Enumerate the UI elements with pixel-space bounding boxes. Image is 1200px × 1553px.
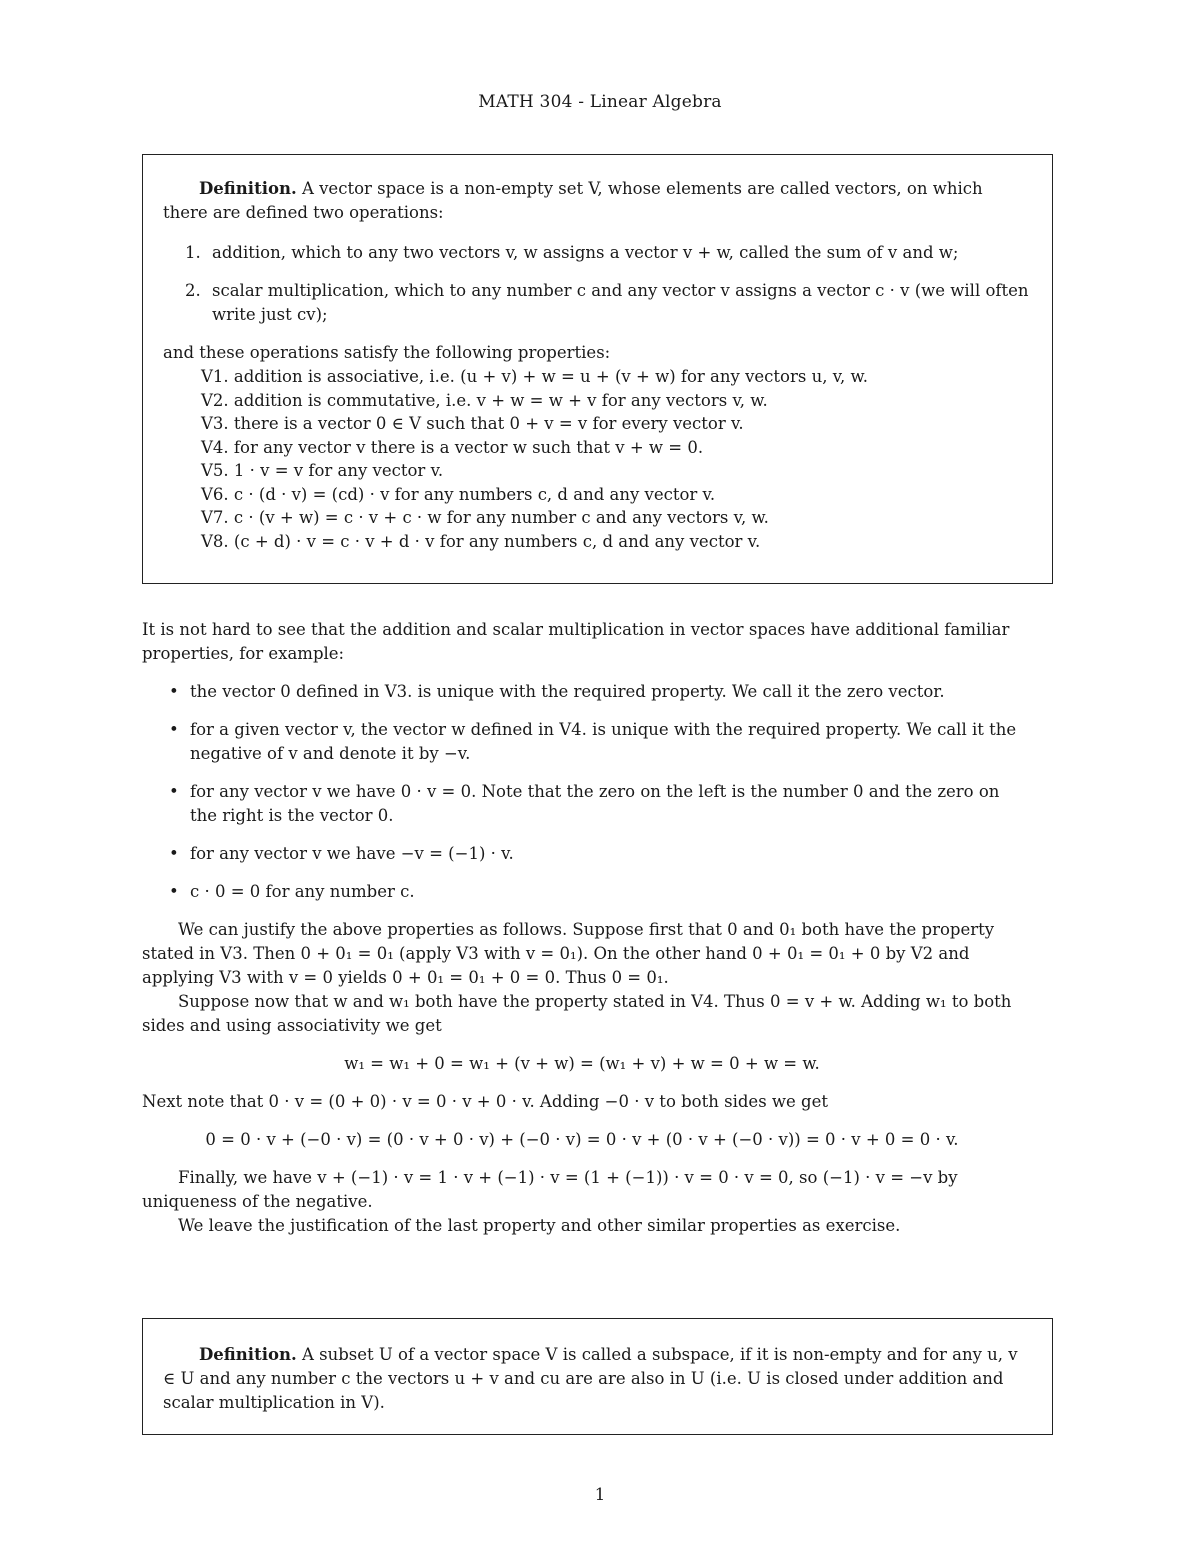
paragraph-uniqueness-negative: Suppose now that w and w₁ both have the property stated in V4. Thus 0 = v + w. Adding w₁ to both sides and using associativity we get: [142, 992, 1012, 1035]
property-item: V3. there is a vector 0 ∈ V such that 0 + v = v for every vector v.: [201, 414, 744, 433]
bullet-icon: •: [169, 782, 179, 801]
bullet-icon: •: [169, 844, 179, 863]
property-item: V2. addition is commutative, i.e. v + w = w + v for any vectors v, w.: [201, 390, 768, 410]
properties-bullet-list: [142, 680, 1022, 904]
equation-1: w₁ = w₁ + 0 = w₁ + (v + w) = (w₁ + v) + w = 0 + w = w.: [344, 1054, 820, 1073]
definition-heading: Definition.: [199, 1345, 297, 1364]
page-number: 1: [594, 1485, 606, 1504]
bullet-item: [142, 842, 1022, 866]
bullet-text: c · 0 = 0 for any number c.: [190, 882, 415, 901]
bullet-text: for any vector v we have 0 · v = 0. Note that the zero on the left is the number 0 and the zero on the right is the vector 0.: [190, 782, 1000, 825]
bullet-icon: •: [169, 882, 179, 901]
operation-item: [163, 241, 1032, 265]
body-intro: It is not hard to see that the addition and scalar multiplication in vector spaces have additional familiar properties, for example:: [142, 620, 1010, 663]
page-header: MATH 304 - Linear Algebra: [478, 92, 722, 112]
property-item: V7. c · (v + w) = c · v + c · w for any number c and any vectors v, w.: [201, 508, 769, 527]
properties-intro: and these operations satisfy the following properties:: [163, 343, 611, 362]
definition-text: A vector space is a non-empty set V, whose elements are called vectors, on which there are defined two operations:: [163, 179, 983, 222]
operation-item: [163, 279, 1032, 327]
bullet-item: [142, 718, 1022, 766]
property-item: V5. 1 · v = v for any vector v.: [201, 461, 444, 480]
paragraph-exercise: We leave the justification of the last property and other similar properties as exercise.: [178, 1216, 901, 1235]
bullet-item: [142, 680, 1022, 704]
property-item: V8. (c + d) · v = c · v + d · v for any numbers c, d and any vector v.: [201, 531, 761, 551]
paragraph-uniqueness-zero: We can justify the above properties as follows. Suppose first that 0 and 0₁ both have the property stated in V3. Then 0 + 0₁ = 0₁ (apply V3 with v = 0₁). On the other hand 0 + 0₁ = 0₁ + 0 by V2 and applying V3 with v = 0 yields 0 + 0₁ = 0₁ + 0 = 0. Thus 0 = 0₁.: [142, 920, 995, 987]
definition-text: A subset U of a vector space V is called a subspace, if it is non-empty and for any u, v ∈ U and any number c the vectors u + v and cu are are also in U (i.e. U is closed under addition and scalar multiplication in V).: [163, 1345, 1018, 1412]
paragraph-zero-times-v: Next note that 0 · v = (0 + 0) · v = 0 · v + 0 · v. Adding −0 · v to both sides we get: [142, 1092, 828, 1111]
bullet-item: [142, 780, 1022, 828]
operations-list: [163, 241, 1032, 327]
main-text: [142, 618, 1022, 1238]
property-item: V1. addition is associative, i.e. (u + v) + w = u + (v + w) for any vectors u, v, w.: [201, 367, 868, 386]
subspace-definition-box: [142, 1318, 1053, 1435]
bullet-icon: •: [169, 682, 179, 701]
bullet-icon: •: [169, 720, 179, 739]
property-item: V4. for any vector v there is a vector w such that v + w = 0.: [201, 437, 704, 457]
definition-intro: [163, 177, 1032, 225]
bullet-text: for a given vector v, the vector w defined in V4. is unique with the required property. We call it the negative of v and denote it by −v.: [190, 720, 1017, 763]
paragraph-finally: Finally, we have v + (−1) · v = 1 · v + (−1) · v = (1 + (−1)) · v = 0 · v = 0, so (−1) · v = −v by uniqueness of the negative.: [142, 1168, 958, 1211]
bullet-text: for any vector v we have −v = (−1) · v.: [190, 844, 514, 863]
vector-space-definition-box: [142, 154, 1053, 584]
subspace-definition: [163, 1343, 1032, 1415]
properties-list: [163, 365, 1032, 553]
operation-text: addition, which to any two vectors v, w assigns a vector v + w, called the sum of v and w;: [212, 243, 959, 262]
bullet-item: [142, 880, 1022, 904]
operation-number: 2.: [185, 281, 201, 300]
property-item: V6. c · (d · v) = (cd) · v for any numbers c, d and any vector v.: [201, 484, 716, 504]
operation-text: scalar multiplication, which to any number c and any vector v assigns a vector c · v (we will often write just cv);: [212, 281, 1029, 324]
operation-number: 1.: [185, 243, 201, 262]
equation-2: 0 = 0 · v + (−0 · v) = (0 · v + 0 · v) + (−0 · v) = 0 · v + (0 · v + (−0 · v)) = 0 · v + 0 = 0 · v.: [205, 1130, 959, 1149]
bullet-text: the vector 0 defined in V3. is unique with the required property. We call it the zero vector.: [190, 682, 945, 701]
definition-heading: Definition.: [199, 179, 297, 198]
